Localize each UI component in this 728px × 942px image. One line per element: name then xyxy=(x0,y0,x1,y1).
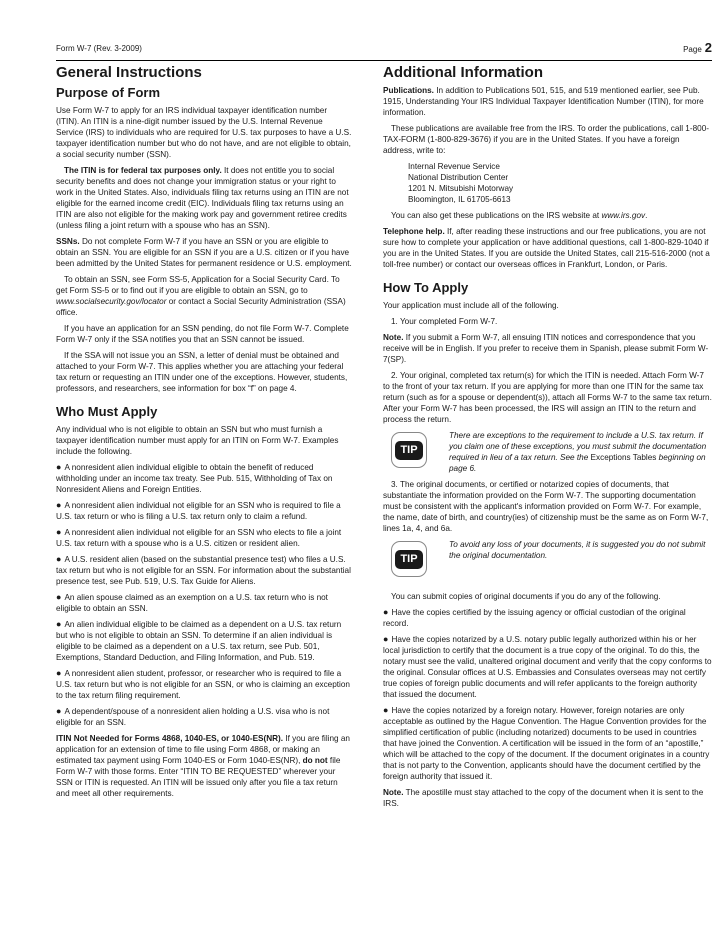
bullet-item xyxy=(56,592,352,614)
page-indicator xyxy=(683,40,712,55)
bullet-item xyxy=(56,706,352,728)
bullet-icon: ● xyxy=(56,668,62,678)
copies-paragraph: You can submit copies of original documents if you do any of the following. xyxy=(391,592,661,601)
purpose-paragraph: Use Form W-7 to apply for an IRS individual taxpayer identification number (ITIN). An ITIN is a nine-digit number issued by the U.S. Internal Revenue Service (IRS) to individuals who are required for U.S. tax purposes to have a U.S. taxpayer identification number but who do not have, and are not eligible to obtain, a social security number (SSN). xyxy=(56,106,352,159)
itin-not-needed-text-end: file Form W-7 with those forms. Enter “ITIN TO BE REQUESTED” wherever your SSN or ITIN is requested. An ITIN will be issued only after you file a tax return and meet all other requirements. xyxy=(56,756,341,798)
item-3: 3. The original documents, or certified or notarized copies of documents, that substantiate the information provided on the Form W-7. The supporting documentation must be consistent with the applicant's information provided on Form W-7. For example, the name, date of birth, and country(ies) of citizenship must be the same as on Form W-7, lines 1a, 4, and 6a. xyxy=(383,480,709,533)
obtain-ssn-paragraph xyxy=(56,274,352,318)
page-header xyxy=(56,40,712,61)
bullet-icon: ● xyxy=(383,705,389,715)
exceptions-tables-reference: Exceptions Tables xyxy=(590,453,657,462)
bullet-text: Have the copies notarized by a U.S. notary public legally authorized within his or her local jurisdiction to certify that the document is a true copy of the original. To do this, the notary must see the valid, unaltered original document and verify that the copy conforms to the original. Consular offices at U.S. Embassies and Consulates overseas may not certify true copies of foreign public documents and will refer applicants to the foreign authority that issued the document. xyxy=(383,635,712,699)
tip-label: TIP xyxy=(395,441,422,460)
obtain-ssn-text-end: or contact a Social Security Administration (SSA) office. xyxy=(56,297,346,317)
bullet-icon: ● xyxy=(56,592,62,602)
itin-not-needed-paragraph xyxy=(56,733,352,799)
bullet-item xyxy=(56,619,352,663)
ssns-paragraph xyxy=(56,236,352,269)
telephone-help-paragraph xyxy=(383,226,712,270)
irs-website-link[interactable]: www.irs.gov xyxy=(601,211,646,220)
bullet-item xyxy=(56,500,352,522)
bullet-icon: ● xyxy=(56,500,62,510)
tip-text-part: There are exceptions to the requirement to include a U.S. tax return. If you claim one of these exceptions, you must submit the documentation required in lieu of a tax return. See the xyxy=(449,431,707,462)
telephone-help-text: If, after reading these instructions and our free publications, you are not sure how to complete your application or have additional questions, call 1-800-829-1040 if you are in the United States. If you are outside the United States, call 215-516-2000 (not a toll-free number) or contact our overseas offices in Frankfurt, London, or Paris. xyxy=(383,227,710,269)
tip-text-end: beginning on page 6. xyxy=(449,453,706,473)
address-line: National Distribution Center xyxy=(408,173,509,182)
bullet-item xyxy=(383,607,712,629)
ssns-bold: SSNs. xyxy=(56,237,80,246)
itin-federal-text: It does not entitle you to social security benefits and does not change your immigration status or your right to work in the United States. Also, individuals filing tax returns using an ITIN are not eligible for the earned income credit (EIC). Individuals filing tax returns using an ITIN are also not eligible for the making work pay and government retiree credits (unless filing a joint return with a spouse who has an SSN). xyxy=(56,166,349,230)
address-line: Bloomington, IL 61705-6613 xyxy=(408,195,511,204)
bullet-icon: ● xyxy=(383,607,389,617)
additional-information-heading: Additional Information xyxy=(383,64,543,81)
irs-address xyxy=(383,161,712,205)
bullet-item xyxy=(56,527,352,549)
tip-box-exceptions xyxy=(383,430,712,474)
address-line: 1201 N. Mitsubishi Motorway xyxy=(408,184,514,193)
bullet-icon: ● xyxy=(56,527,62,537)
ssns-text: Do not complete Form W-7 if you have an SSN or you are eligible to obtain an SSN. You are eligible for an SSN if you are a U.S. citizen or if you have been admitted by the United States for permanent residence or U.S. employment. xyxy=(56,237,352,268)
left-column xyxy=(56,64,352,804)
bullet-item xyxy=(56,668,352,701)
free-publications-paragraph: These publications are available free from the IRS. To order the publications, call 1-800-TAX-FORM (1-800-829-3676) if you are in the United States. If you have a foreign address, write to: xyxy=(383,124,709,155)
bullet-text: A nonresident alien individual eligible to obtain the benefit of reduced withholding under an income tax treaty. See Pub. 515, Withholding of Tax on Nonresident Aliens and Foreign Entities. xyxy=(56,463,333,494)
tip-text xyxy=(449,430,712,474)
right-column xyxy=(383,64,712,814)
ssa-link[interactable]: www.socialsecurity.gov/locator xyxy=(56,297,167,306)
bullet-icon: ● xyxy=(56,619,62,629)
bullet-icon: ● xyxy=(56,706,62,716)
publications-bold: Publications. xyxy=(383,86,434,95)
itin-federal-paragraph xyxy=(56,165,352,231)
bullet-text: A nonresident alien individual not eligible for an SSN who is required to file a U.S. tax return or who is filing a U.S. tax return only to claim a refund. xyxy=(56,501,341,521)
do-not-emphasis: do not xyxy=(302,756,328,765)
website-text-end: . xyxy=(645,211,648,220)
itin-federal-bold: The ITIN is for federal tax purposes only. xyxy=(64,166,222,175)
itin-not-needed-text: If you are filing an application for an extension of time to file using Form 4868, or making an estimated tax payment using Form 1040-ES or Form 1040-ES(NR), xyxy=(56,734,350,765)
bullet-text: A nonresident alien student, professor, or researcher who is required to file a U.S. tax return but who is not eligible for an SSN, or who is claiming an exception to the tax return filing requirement. xyxy=(56,669,350,700)
tip-label: TIP xyxy=(395,550,422,569)
denial-paragraph: If the SSA will not issue you an SSN, a letter of denial must be obtained and attached to your Form W-7. This applies whether you are attaching your federal tax return or requesting an ITIN under one of the exceptions. However, students, professors, and researchers, see information for box “f” on page 4. xyxy=(56,351,348,393)
who-must-apply-heading: Who Must Apply xyxy=(56,404,158,419)
page-label: Page xyxy=(683,45,702,54)
bullet-icon: ● xyxy=(56,554,62,564)
tip-icon xyxy=(391,541,427,577)
address-line: Internal Revenue Service xyxy=(408,162,500,171)
page-number: 2 xyxy=(704,40,712,55)
tip-text: To avoid any loss of your documents, it is suggested you do not submit the original documentation. xyxy=(449,540,706,560)
note-text: If you submit a Form W-7, all ensuing ITIN notices and correspondence that you receive will be in English. If you prefer to receive them in Spanish, please submit Form W-7(SP). xyxy=(383,333,709,364)
website-paragraph xyxy=(383,210,712,221)
note-spanish-paragraph xyxy=(383,332,712,365)
bullet-text: A dependent/spouse of a nonresident alien holding a U.S. visa who is not eligible for an SSN. xyxy=(56,707,330,727)
bullet-text: An alien spouse claimed as an exemption on a U.S. tax return who is not eligible to obtain an SSN. xyxy=(56,593,328,613)
who-intro-paragraph: Any individual who is not eligible to obtain an SSN but who must furnish a taxpayer identification number must apply for an ITIN on Form W-7. Examples include the following. xyxy=(56,425,339,456)
bullet-icon: ● xyxy=(383,634,389,644)
publications-paragraph xyxy=(383,85,712,118)
pending-paragraph: If you have an application for an SSN pending, do not file Form W-7. Complete Form W-7 only if the SSA notifies you that an SSN cannot be issued. xyxy=(56,324,349,344)
form-id: Form W-7 (Rev. 3-2009) xyxy=(56,44,142,53)
bullet-item xyxy=(56,554,352,587)
website-text: You can also get these publications on the IRS website at xyxy=(391,211,602,220)
item-2: 2. Your original, completed tax return(s) for which the ITIN is needed. Attach Form W-7 to the front of your tax return. If you are applying for more than one ITIN for the same tax return (such as for a spouse or dependent(s)), attach all Forms W-7 to the same tax return. After your Form W-7 has been processed, the IRS will assign an ITIN to the return and process the return. xyxy=(383,371,712,424)
tip-box-documents xyxy=(383,539,712,577)
telephone-help-bold: Telephone help. xyxy=(383,227,445,236)
bullet-text: An alien individual eligible to be claimed as a dependent on a U.S. tax return but who is not eligible to obtain an SSN. To determine if an alien individual is eligible to be claimed as a dependent on a U.S. tax return, see Pub. 501, Exemptions, Standard Deduction, and Filing Information, and Pub. 519. xyxy=(56,620,342,662)
bullet-item xyxy=(383,634,712,700)
general-instructions-heading: General Instructions xyxy=(56,64,202,81)
note-bold: Note. xyxy=(383,333,404,342)
bullet-icon: ● xyxy=(56,462,62,472)
note-text: The apostille must stay attached to the copy of the document when it is sent to the IRS. xyxy=(383,788,704,808)
note-bold: Note. xyxy=(383,788,404,797)
how-to-apply-heading: How To Apply xyxy=(383,280,469,295)
obtain-ssn-text: To obtain an SSN, see Form SS-5, Application for a Social Security Card. To get Form SS-5 or to find out if you are eligible to obtain an SSN, go to xyxy=(56,275,340,295)
bullet-text: Have the copies certified by the issuing agency or official custodian of the original record. xyxy=(383,608,686,628)
bullet-text: A U.S. resident alien (based on the substantial presence test) who files a U.S. tax return but who is not eligible for an SSN. For information about the substantial presence test, see Pub. 519, U.S. Tax Guide for Aliens. xyxy=(56,555,351,586)
tip-icon xyxy=(391,432,427,468)
bullet-text: A nonresident alien individual not eligible for an SSN who elects to file a joint U.S. tax return with a spouse who is a U.S. citizen or resident alien. xyxy=(56,528,342,548)
item-1: 1. Your completed Form W-7. xyxy=(391,317,498,326)
publications-text: In addition to Publications 501, 515, and 519 mentioned earlier, see Pub. 1915, Understanding Your IRS Individual Taxpayer Identification Number (ITIN), for more information. xyxy=(383,86,704,117)
note-apostille-paragraph xyxy=(383,787,712,809)
itin-not-needed-bold: ITIN Not Needed for Forms 4868, 1040-ES, or 1040-ES(NR). xyxy=(56,734,284,743)
how-intro-paragraph: Your application must include all of the following. xyxy=(383,301,559,310)
purpose-heading: Purpose of Form xyxy=(56,85,161,100)
bullet-item xyxy=(56,462,352,495)
bullet-text: Have the copies notarized by a foreign notary. However, foreign notaries are only acceptable as outlined by the Hague Convention. The Hague Convention provides for the simplified certification of public (including notarized) documents to be used in countries that have joined the Convention. A certification will be issued in the form of an “apostille,” which will be attached to the copy of the document. If the document originates in a country that is not party to the Convention, applicants should have the document certified by the foreign authority that issued it. xyxy=(383,706,710,781)
bullet-item xyxy=(383,705,712,782)
